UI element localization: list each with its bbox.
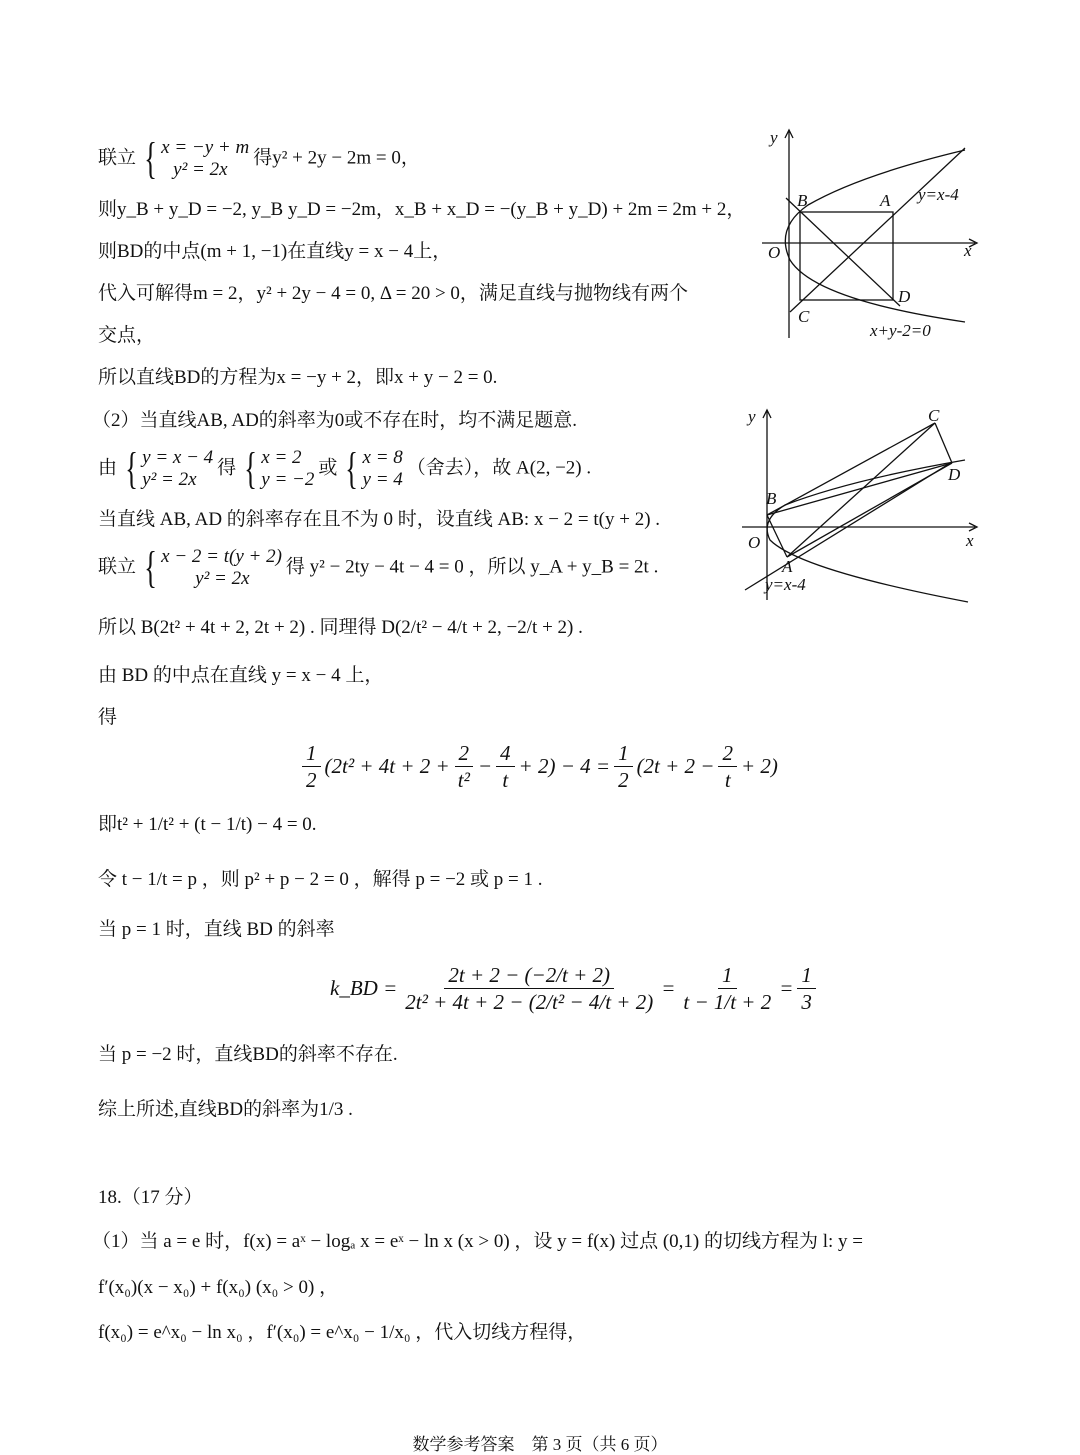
text-line — [98, 543, 659, 592]
point-label: O — [768, 243, 781, 262]
text-line: （1）当 a = e 时，f(x) = aˣ − logₐ x = eˣ − ln x (x > 0) ，设 y = f(x) 过点 (0,1) 的切线方程为 l: y = — [92, 1231, 864, 1252]
eq-row: x = −y + m — [161, 137, 250, 158]
text-line: 由 BD 的中点在直线 y = x − 4 上， — [98, 665, 384, 686]
segment-BD — [767, 463, 952, 515]
text-line: 则BD的中点(m + 1, −1)在直线y = x − 4上， — [98, 241, 452, 262]
page-footer: 数学参考答案 第 3 页（共 6 页） — [412, 1435, 668, 1454]
line-label: y=x-4 — [918, 185, 959, 204]
figure-parabola-quadrilateral — [740, 400, 990, 610]
segment-CD — [935, 423, 952, 463]
eq-row: y = x − 4 — [142, 447, 214, 468]
line-x-y-2 — [786, 198, 900, 306]
eq-row: y = −2 — [261, 469, 315, 490]
point-label: B — [797, 191, 808, 210]
text-line: 令 t − 1/t = p ，则 p² + p − 2 = 0 ，解得 p = −2 或 p = 1 . — [98, 869, 543, 890]
term: + 2) — [740, 754, 778, 778]
denominator: t² — [457, 768, 470, 792]
text-line — [98, 444, 592, 493]
text-line: 则y_B + y_D = −2, y_B y_D = −2m，x_B + x_D = −(y_B + y_D) + 2m = 2m + 2， — [98, 199, 746, 220]
text-line — [98, 134, 420, 183]
segment-AB — [767, 515, 787, 557]
term: (2t² + 4t + 2 + — [324, 754, 450, 778]
eq-row: y² = 2x — [173, 159, 228, 180]
eq-row: x = 8 — [362, 447, 403, 468]
line-y-x-4 — [790, 148, 965, 312]
point-label: D — [948, 465, 961, 484]
numerator: 1 — [718, 962, 737, 989]
text-line: 即t² + 1/t² + (t − 1/t) − 4 = 0. — [98, 814, 317, 835]
point-label: A — [782, 557, 793, 576]
denominator: t — [502, 768, 509, 792]
numerator: 1 — [797, 962, 816, 989]
axis-label-y: y — [770, 128, 778, 147]
text-line: （2）当直线AB, AD的斜率为0或不存在时，均不满足题意. — [92, 410, 578, 431]
equation-system: { x − 2 = t(y + 2) y² = 2x — [144, 543, 282, 592]
denominator: t — [724, 768, 731, 792]
segment-AD — [787, 463, 952, 557]
numerator: 4 — [496, 740, 515, 767]
numerator: 2 — [455, 740, 474, 767]
term: − — [477, 754, 493, 778]
equation-system: { y = x − 4 y² = 2x — [125, 444, 214, 493]
axis-label-x: x — [964, 241, 972, 260]
denominator: 3 — [801, 990, 812, 1014]
text-line: 当 p = −2 时，直线BD的斜率不存在. — [98, 1044, 398, 1065]
eq-row: x = 2 — [261, 447, 302, 468]
point-label: D — [898, 287, 911, 306]
term: (2t + 2 − — [636, 754, 715, 778]
line-label: y=x-4 — [765, 575, 806, 594]
text: 得 y² − 2ty − 4t − 4 = 0 ，所以 y_A + y_B = 2t . — [285, 556, 659, 578]
text: 联立 — [98, 147, 137, 169]
eq-row: y = 4 — [362, 469, 403, 490]
text-line: 交点， — [98, 325, 156, 346]
eq-row: y² = 2x — [195, 568, 250, 589]
eq-row: x − 2 = t(y + 2) — [161, 546, 282, 567]
text-line: 所以 B(2t² + 4t + 2, 2t + 2) . 同理得 D(2/t² − 4/t + 2, −2/t + 2) . — [98, 617, 583, 638]
term: = — [661, 976, 676, 1000]
segment-AC — [787, 423, 935, 557]
denominator: t − 1/t + 2 — [683, 990, 772, 1014]
term: = — [779, 976, 794, 1000]
equation-system: { x = 8 y = 4 — [345, 444, 403, 493]
line-label: x+y-2=0 — [870, 321, 931, 340]
eq-row: y² = 2x — [142, 469, 197, 490]
equation-system: { x = −y + m y² = 2x — [144, 134, 250, 183]
display-equation-slope — [330, 962, 820, 1015]
text-line: 代入可解得m = 2，y² + 2y − 4 = 0, Δ = 20 > 0，满足直线与抛物线有两个 — [98, 283, 688, 304]
point-label: O — [748, 533, 761, 552]
text: 由 — [98, 457, 118, 479]
point-label: B — [766, 489, 777, 508]
point-label: C — [798, 307, 810, 326]
term: + 2) − 4 = — [518, 754, 611, 778]
text-line: f(x₀) = e^x₀ − ln x₀ ，f′(x₀) = e^x₀ − 1/x₀ ，代入切线方程得， — [98, 1322, 587, 1343]
denominator: 2 — [618, 768, 629, 792]
numerator: 2 — [718, 740, 737, 767]
text-line: 所以直线BD的方程为x = −y + 2，即x + y − 2 = 0. — [98, 367, 498, 388]
text: （舍去），故 A(2, −2) . — [406, 457, 592, 479]
text-line: 当直线 AB, AD 的斜率存在且不为 0 时，设直线 AB: x − 2 = t(y + 2) . — [98, 509, 661, 530]
text: 或 — [318, 457, 338, 479]
denominator: 2t² + 4t + 2 − (2/t² − 4/t + 2) — [405, 990, 654, 1014]
figure-parabola-square — [760, 120, 990, 350]
text: 得 — [217, 457, 237, 479]
text-line: 得 — [98, 707, 118, 728]
question-title: 18.（17 分） — [98, 1187, 203, 1208]
axis-label-y: y — [748, 407, 756, 426]
display-equation-midpoint — [298, 740, 778, 793]
numerator: 1 — [614, 740, 633, 767]
text-line: 综上所述,直线BD的斜率为1/3 . — [98, 1099, 353, 1120]
segment-BC — [767, 423, 935, 515]
parabola — [785, 150, 965, 322]
numerator: 1 — [302, 740, 321, 767]
term: k_BD = — [330, 976, 398, 1000]
point-label: A — [880, 191, 891, 210]
numerator: 2t + 2 − (−2/t + 2) — [444, 962, 614, 989]
denominator: 2 — [306, 768, 317, 792]
axis-label-x: x — [966, 531, 974, 550]
point-label: C — [928, 406, 940, 425]
text-line: f′(x₀)(x − x₀) + f(x₀) (x₀ > 0) ， — [98, 1277, 339, 1298]
text-line: 当 p = 1 时，直线 BD 的斜率 — [98, 919, 335, 940]
equation-system: { x = 2 y = −2 — [244, 444, 315, 493]
text: 联立 — [98, 556, 137, 578]
text: 得y² + 2y − 2m = 0， — [253, 147, 420, 169]
